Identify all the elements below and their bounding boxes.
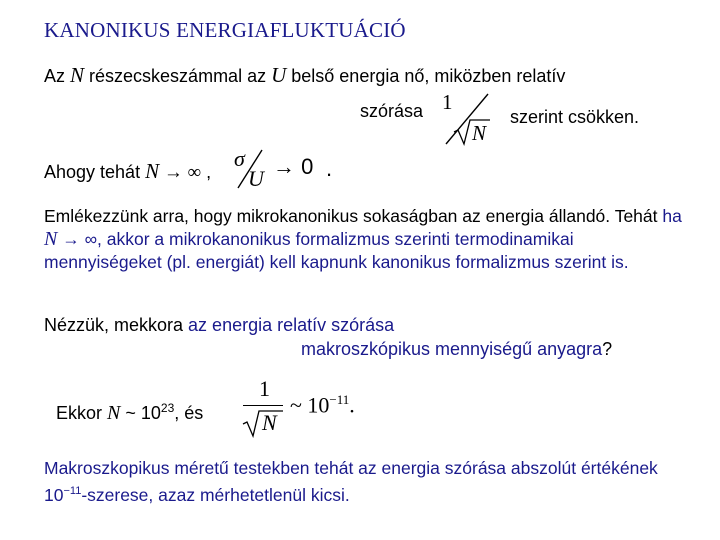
para1-text-3: , akkor a mikrokanonikus formalizmus szerinti termodinamikai mennyiségeket (pl. energiát) kell kapnunk kanonikus formalizmus szerint is.: [44, 229, 629, 272]
page-title: KANONIKUS ENERGIAFLUKTUÁCIÓ: [44, 18, 406, 42]
symbol-U: U: [271, 63, 287, 87]
intro-mid: részecskeszámmal az: [84, 66, 272, 86]
symbol-N: N: [44, 228, 58, 250]
para2-highlight-2: makroszkópikus mennyiségű anyagra: [301, 339, 603, 359]
makroszkopikus-line: [301, 338, 612, 361]
para1-ha: ha: [662, 206, 682, 226]
comma: ,: [201, 162, 212, 182]
result-base: ~ 10: [290, 392, 330, 418]
ekkor-prefix: Ekkor: [56, 403, 108, 423]
para2-text-1: Nézzük, mekkora: [44, 315, 189, 335]
ekkor-line: [56, 397, 203, 425]
symbol-N: N: [145, 159, 160, 183]
result-power: [290, 392, 355, 418]
slash-sqrt-icon: [432, 90, 502, 148]
question-mark: ?: [602, 339, 613, 359]
symbol-sigma: σ: [234, 146, 245, 171]
fraction-numerator: 1: [259, 376, 270, 401]
nezzuk-line: [44, 314, 394, 337]
paragraph-conclusion: [44, 457, 684, 507]
arrow-infinity: → ∞: [163, 162, 202, 183]
fraction-numerator: 1: [442, 90, 453, 114]
limit-zero: → 0: [273, 154, 314, 179]
intro-suffix: belső energia nő, miközben relatív: [286, 66, 566, 86]
fraction-bar: [243, 405, 283, 406]
paragraph-mikrokanonikus: [44, 205, 684, 274]
symbol-N: N: [70, 63, 85, 87]
para1-arrow: → ∞: [57, 229, 98, 249]
result-exponent: −11: [329, 392, 350, 407]
ekkor-suffix: , és: [174, 403, 204, 423]
ekkor-approx: ~ 10: [120, 403, 161, 423]
intro-prefix: Az: [44, 66, 71, 86]
period: .: [326, 156, 333, 181]
ahogy-prefix: Ahogy tehát: [44, 162, 146, 182]
para3-text-2: -szerese, azaz mérhetetlenül kicsi.: [81, 484, 350, 505]
para2-highlight-1: az energia relatív szórása: [188, 315, 395, 335]
symbol-U: U: [248, 166, 264, 191]
para3-text-1: Makroszkopikus méretű testekben tehát az energia szórása abszolút értékének 10: [44, 458, 658, 505]
exponent-23: 23: [160, 401, 175, 415]
szorasa-label: szórása: [360, 101, 424, 121]
szerint-csokken-label: szerint csökken.: [510, 107, 640, 127]
para3-exponent: −11: [63, 485, 82, 497]
period: .: [349, 392, 355, 418]
fraction-denominator: N: [262, 410, 277, 435]
para1-text-1: Emlékezzünk arra, hogy mikrokanonikus sokaságban az energia állandó. Tehát: [44, 206, 663, 226]
symbol-N: N: [107, 402, 121, 424]
fraction-denominator: N: [472, 121, 487, 145]
ahogy-line: [44, 160, 211, 184]
intro-line: [44, 64, 565, 88]
